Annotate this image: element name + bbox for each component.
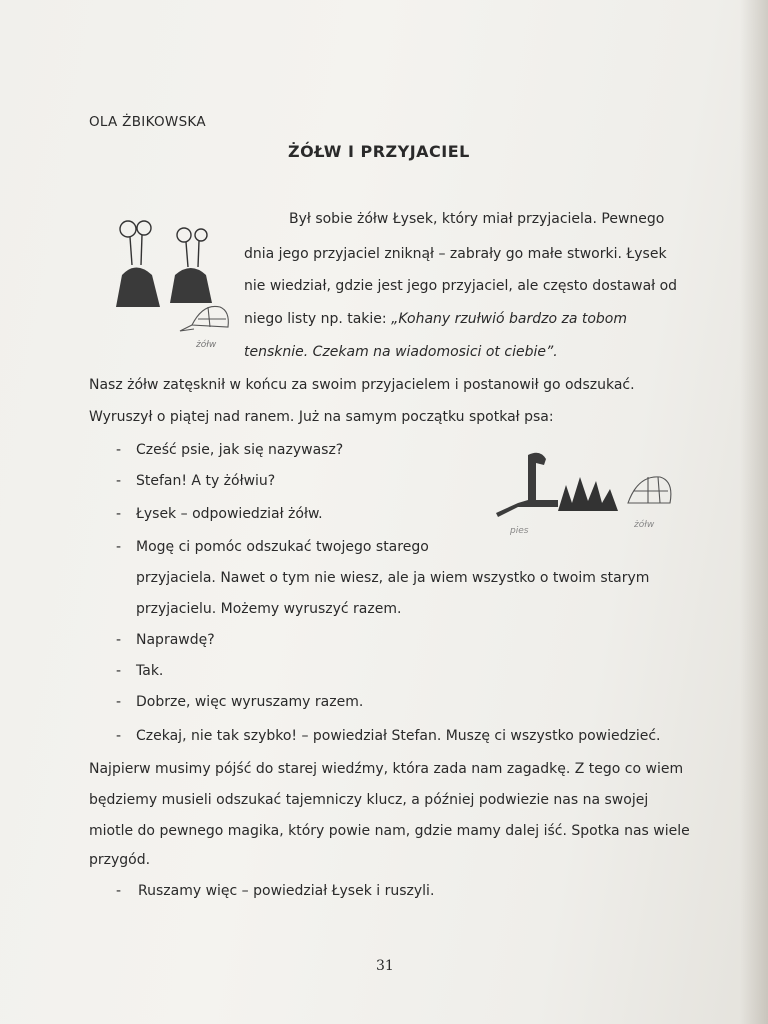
dialogue-cont-line-1: przyjaciela. Nawet o tym nie wiesz, ale ja wiem wszystko o twoim starym	[136, 570, 650, 586]
para3-line-2: będziemy musieli odszukać tajemniczy klucz, a później podwiezie nas na swojej	[89, 792, 649, 808]
dialogue2-line-1: Naprawdę?	[136, 632, 215, 648]
intro-line-3: nie wiedział, gdzie jest jego przyjaciel, ale często dostawał od	[244, 278, 678, 294]
para3-line-4: przygód.	[89, 852, 151, 868]
drawing2-caption-dog: pies	[510, 526, 529, 535]
dialogue2-line-3: Dobrze, więc wyruszamy razem.	[136, 694, 364, 710]
dialogue-line-4: Mogę ci pomóc odszukać twojego starego	[136, 539, 429, 555]
intro-line-2: dnia jego przyjaciel zniknął – zabrały go małe stworki. Łysek	[244, 246, 667, 262]
para2-line-1: Nasz żółw zatęsknił w końcu za swoim przyjacielem i postanowił go odszukać.	[89, 377, 635, 393]
dialogue-line-3: Łysek – odpowiedział żółw.	[136, 506, 323, 522]
para2-line-2: Wyruszył o piątej nad ranem. Już na samym początku spotkał psa:	[89, 409, 554, 425]
letter-prefix: niego listy np. takie:	[244, 311, 392, 327]
letter-line-1	[244, 310, 627, 328]
dialogue2-line-4: Czekaj, nie tak szybko! – powiedział Stefan. Muszę ci wszystko powiedzieć.	[136, 728, 661, 744]
dash-1: -	[116, 442, 122, 458]
dash-4: -	[116, 539, 122, 555]
dash-3: -	[116, 506, 122, 522]
story-title: ŻÓŁW I PRZYJACIEL	[288, 142, 470, 161]
drawing1-caption: żółw	[196, 340, 217, 350]
final-line: Ruszamy więc – powiedział Łysek i ruszyli.	[138, 883, 435, 899]
dash-2: -	[116, 473, 122, 489]
drawing2-caption-turtle: żółw	[634, 520, 655, 530]
page-edge-shadow	[740, 0, 768, 1024]
letter-line-2: tensknie. Czekam na wiadomosici ot ciebie”.	[244, 344, 558, 360]
dash-5: -	[116, 632, 122, 648]
dialogue-line-2: Stefan! A ty żółwiu?	[136, 473, 276, 489]
dialogue-cont-line-2: przyjacielu. Możemy wyruszyć razem.	[136, 601, 402, 617]
dialogue2-line-2: Tak.	[136, 663, 164, 679]
creatures-drawing	[108, 215, 243, 360]
dash-6: -	[116, 663, 122, 679]
letter-quote-1: „Kohany rzułwió bardzo za tobom	[391, 311, 628, 327]
author-name: OLA ŻBIKOWSKA	[89, 114, 206, 130]
dash-9: -	[116, 883, 122, 899]
para3-line-1: Najpierw musimy pójść do starej wiedźmy, która zada nam zagadkę. Z tego co wiem	[89, 761, 684, 777]
dash-8: -	[116, 728, 122, 744]
dash-7: -	[116, 694, 122, 710]
page-number: 31	[376, 958, 394, 974]
para3-line-3: miotle do pewnego magika, który powie nam, gdzie mamy dalej iść. Spotka nas wiele	[89, 823, 690, 839]
intro-line-1: Był sobie żółw Łysek, który miał przyjaciela. Pewnego	[289, 211, 665, 227]
dog-drawing	[488, 445, 693, 535]
dialogue-line-1: Cześć psie, jak się nazywasz?	[136, 442, 344, 458]
